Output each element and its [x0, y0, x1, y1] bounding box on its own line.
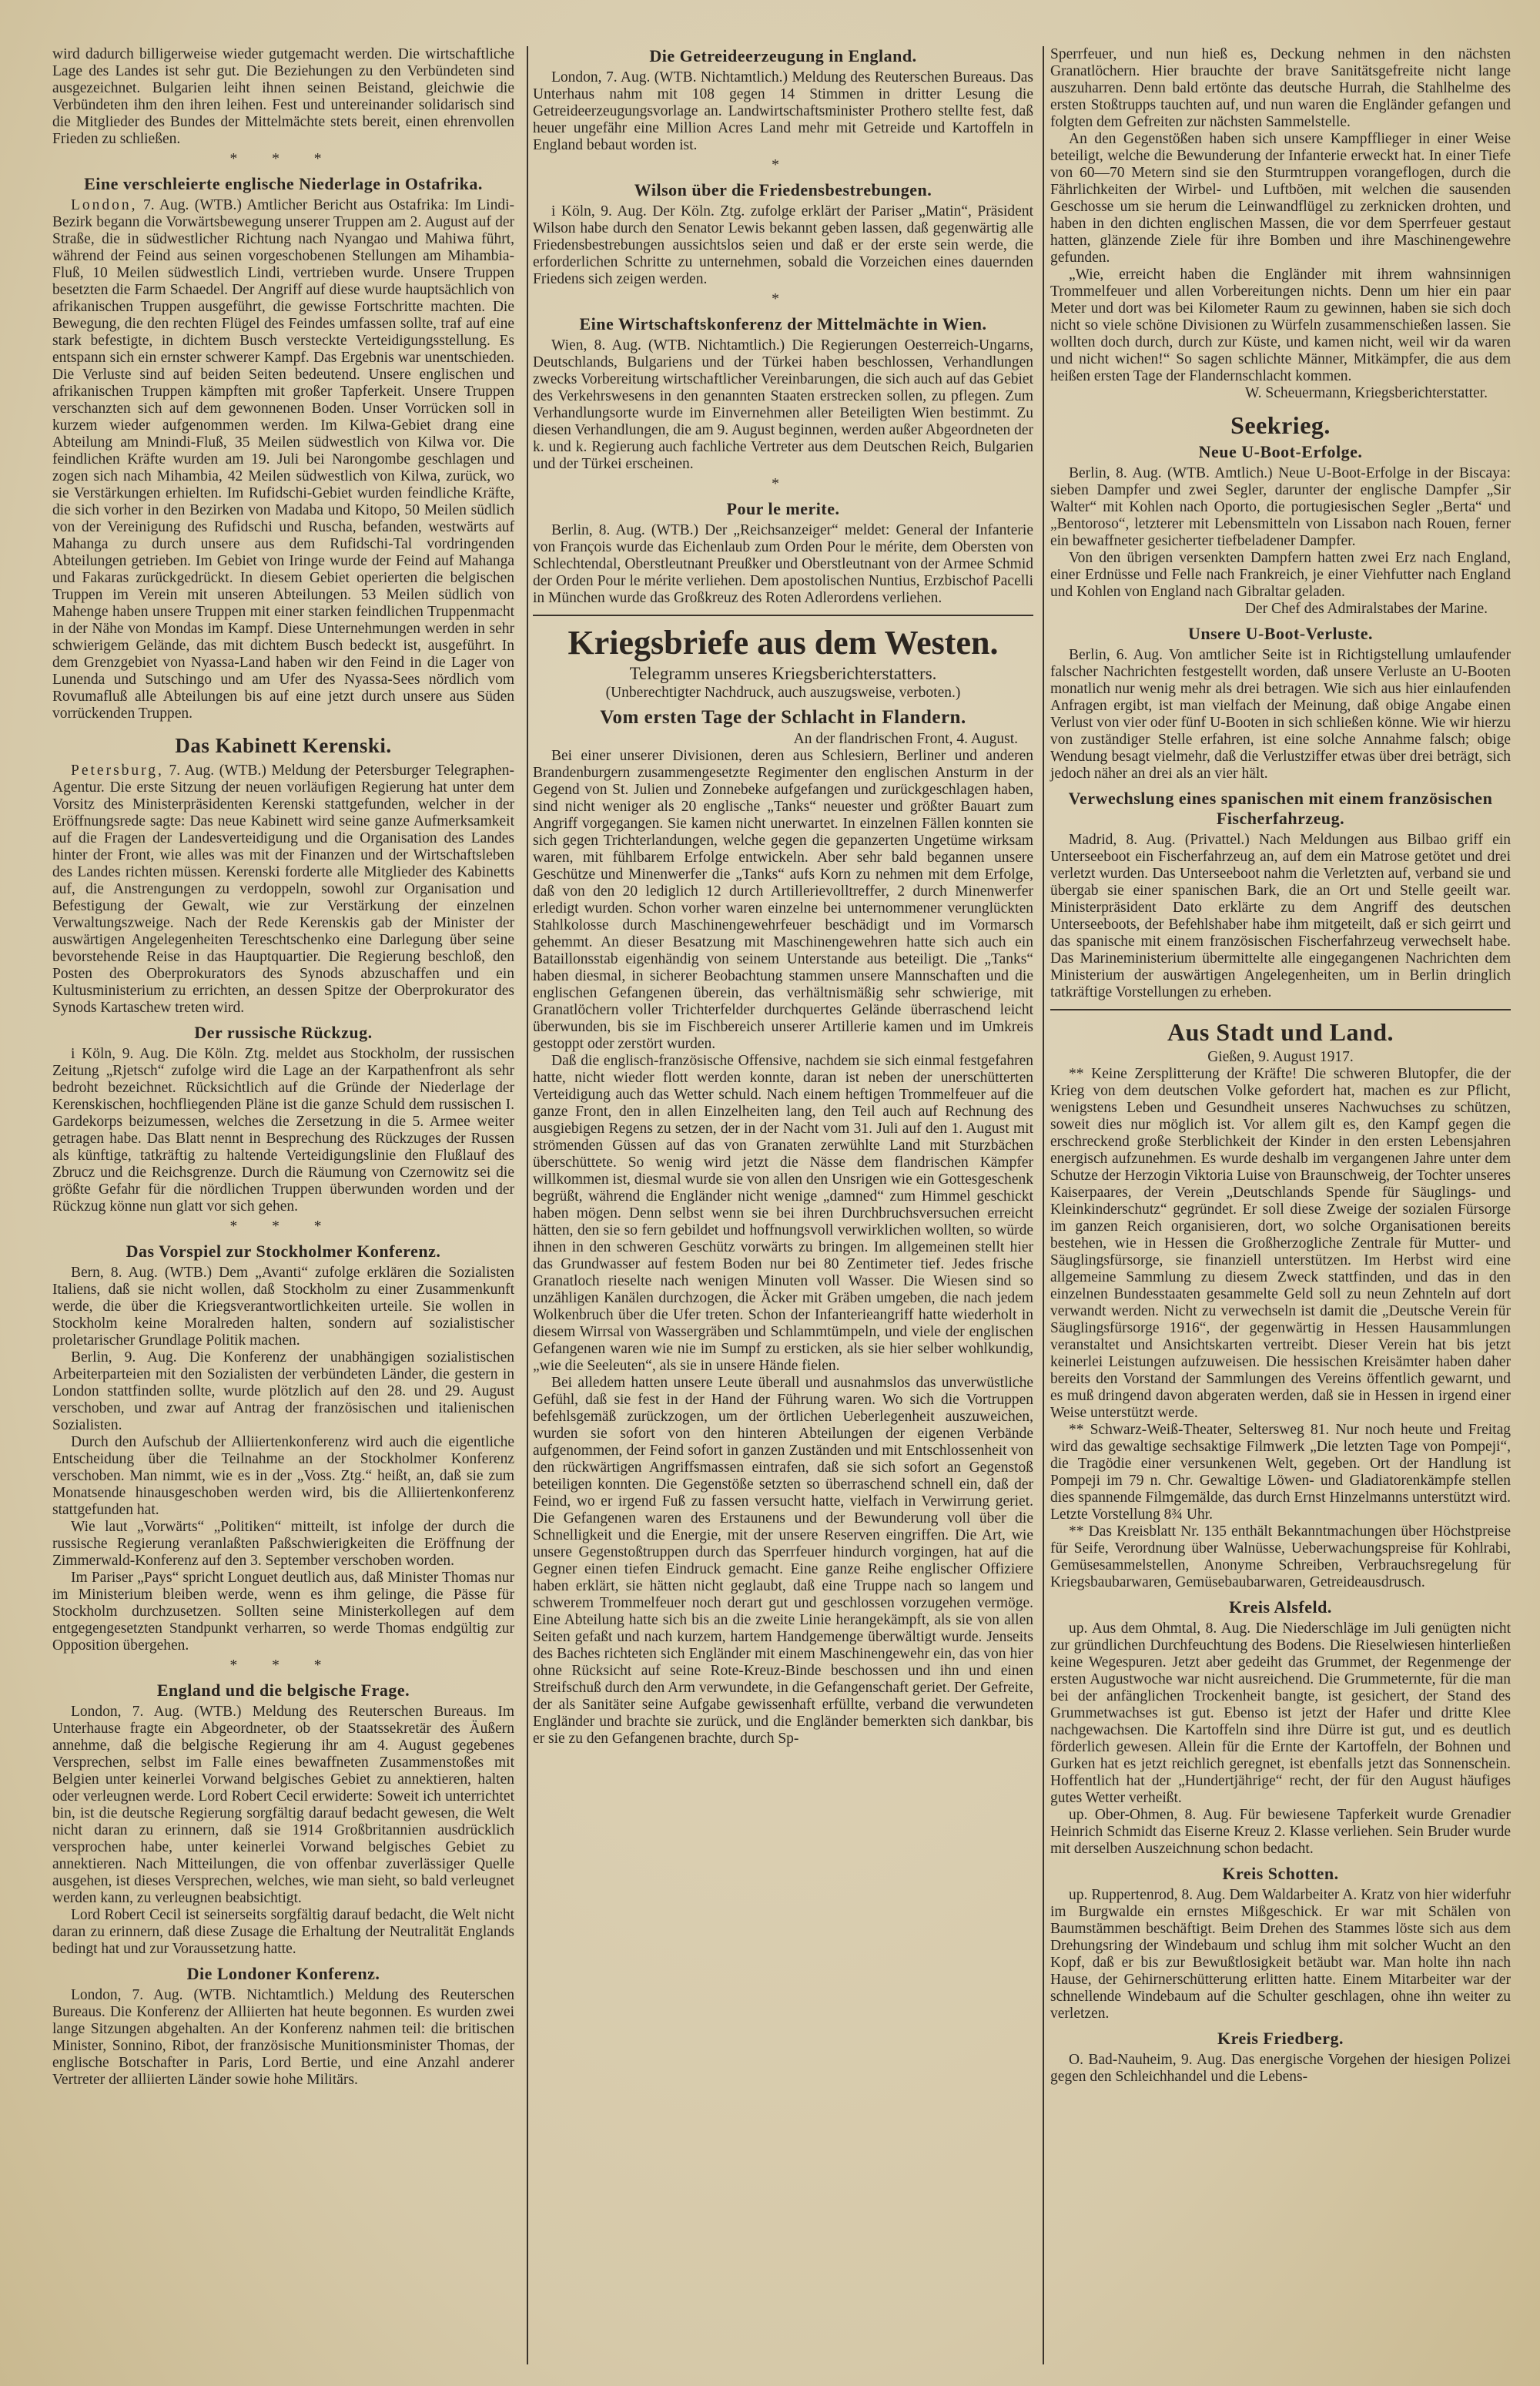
column-right [1050, 46, 1511, 2086]
article-body: London, 7. Aug. (WTB.) Amtlicher Bericht aus Ostafrika: Im Lindi-Bezirk begann die Vorwärtsbewegung unserer Truppen am 2. August auf der Straße, die in südwestlicher Richtung nach Nyangao und Mahiwa führt, während der Feind aus seinen vorgeschobenen Stellungen am Mihambia-Fluß, 10 Meilen südwestlich Lindi, vertrieben wurde. Unsere Truppen besetzten die Farm Schaedel. Der Angriff auf diese wurde hauptsächlich von afrikanischen Truppen ausgeführt, die gewisse Fortschritte machten. Die Bewegung, die den rechten Flügel des Feindes umfassen sollte, traf auf eine stark befestigte, in dichtem Busch versteckte Verteidigungsstellung. Es entspann sich ein ernster schwerer Kampf. Das Ergebnis war unentschieden. Die Verluste sind auf beiden Seiten bedeutend. Unsere englischen und afrikanischen Truppen kämpften mit großer Tapferkeit. Unsere Truppen verschanzten sich auf dem gewonnenen Boden. Unser Vorrücken soll in kurzem wieder aufgenommen werden. Im Kilwa-Gebiet drang eine Abteilung am Mnindi-Fluß, 35 Meilen südwestlich von Kilwa vor. Die feindlichen Kräfte wurden am 19. Juli bei Narongombe geschlagen und zogen sich nach Mihambia, 42 Meilen südwestlich von Kilwa, zurück, wo sie Verstärkungen erhielten. Im Rufidschi-Gebiet wurden feindliche Kräfte, die sich vorher in den Bezirken von Madaba und Kitopo, 50 Meilen südlich von der Vereinigung des Rufidschi und Ruscha, befanden, westwärts auf Mahanga zu durch unsere aus dem Rufidschi-Tal vordringenden Abteilungen getrieben. Im Gebiet von Iringe wurde der Feind auf Mahanga und Fakaras zurückgedrückt. In diesem Gebiet operierten die belgischen Truppen im Verein mit unseren Abteilungen. 53 Meilen südlich von Mahenge haben unsere Truppen mit einer starken feindlichen Truppenmacht in der Nähe von Mondas im Kampf. Diese Unternehmungen werden in sehr schwierigem Gelände, das mit dichtem Busch bedeckt ist, ausgeführt. In dem Grenzgebiet von Nyassa-Land haben wir den Feind in die Lager von Lunenda und Sutschingo und am Ufer des Nyassa-Sees nördlich vom Rovumafluß alle Abteilungen bis auf eine jetzt durch unsere aus Süden vorrückenden Truppen. [52, 197, 514, 722]
headline-wirtschaftskonferenz: Eine Wirtschaftskonferenz der Mittelmächte in Wien. [579, 314, 987, 333]
headline-u-boot-verluste: Unsere U-Boot-Verluste. [1187, 624, 1374, 643]
column-rule [1043, 46, 1044, 2364]
headline-kreis-alsfeld: Kreis Alsfeld. [1229, 1597, 1332, 1617]
article-body: i Köln, 9. Aug. Die Köln. Ztg. meldet aus Stockholm, der russischen Zeitung „Rjetsch“ zufolge wird die Lage an der Karpathenfront als sehr bedroht bezeichnet. Rücksichtlich auf die Gründe der Niederlage der Kerenskischen, hochfliegenden Pläne ist die ganze Schuld dem russischen I. Gardekorps beizumessen, welches die Zersetzung in die 5. Armee weiter getragen habe. Das Blatt nennt in Besprechung des Rückzuges der Russen als künftige, tatkräftig zu haltende Verteidigungslinie den Flußlauf des Zbrucz und die Reichsgrenze. Durch die Räumung von Czernowitz sei die größte Gefahr für die nördlichen Truppen überwunden worden und der Rückzug könne nun glatt vor sich gehen. [52, 1046, 514, 1215]
column-middle [533, 46, 1033, 1748]
article-body: Durch den Aufschub der Alliiertenkonferenz wird auch die eigentliche Entscheidung über die Teilnahme an der Stockholmer Konferenz verschoben. Man nimmt, wie es in der „Voss. Ztg.“ heißt, an, daß sie zum Monatsende hinausgeschoben werden wird, bis die Alliiertenkonferenz stattgefunden hat. [52, 1434, 514, 1518]
article-continuation: wird dadurch billigerweise wieder gutgemacht werden. Die wirtschaftliche Lage des Landes ist sehr gut. Die Beziehungen zu den Verbündeten sind ausgezeichnet. Bulgarien leiht ihnen seinen Beistand, gleichwie die Verbündeten ihm den ihren leihen. Fest und untereinander solidarisch sind die Mitglieder des Bundes der Mittelmächte stets bereit, einen ehrenvollen Frieden zu schließen. [52, 46, 514, 147]
column-left [52, 46, 514, 2089]
article-body: Lord Robert Cecil ist seinerseits sorgfältig darauf bedacht, die Welt nicht daran zu erinnern, daß diese Zusage die Erhaltung der Neutralität Englands bedingt hat und zur Voraussetzung hatte. [52, 1907, 514, 1957]
article-body: London, 7. Aug. (WTB. Nichtamtlich.) Meldung des Reuterschen Bureaus. Das Unterhaus nahm mit 108 gegen 14 Stimmen in dritter Lesung die Getreideerzeugungsvorlage an. Landwirtschaftsminister Prothero stellte fest, daß heuer ungefähr eine Million Acres Land mehr mit Getreide und Kartoffeln in England bebaut worden ist. [533, 69, 1033, 153]
separator-star: * [772, 291, 795, 307]
headline-pour-le-merite: Pour le merite. [726, 499, 840, 518]
article-body: Bei einer unserer Divisionen, deren aus Schlesiern, Berliner und anderen Brandenburgern zusammengesetzte Regimenter den englischen Ansturm in der Gegend von St. Julien und Zonnebeke aufgefangen und zurückgeschlagen haben, sind nicht weniger als 20 englische „Tanks“ neuester und größter Bauart zum Angriff vorgegangen. Sie kamen nicht unerwartet. In einzelnen Fällen konnten sie sich gegen Trichterlandungen, welche gegen die gepanzerten Ungetüme wirksam waren, mit fühlbarem Erfolge entwickeln. Aber sehr bald begannen unsere Geschütze und Minenwerfer die „Tanks“ aufs Korn zu nehmen mit dem Erfolge, daß von den 20 lediglich 12 durch Artillerievolltreffer, 2 durch Minenwerfer erledigt wurden. Schon vorher waren einzelne bei unternommener verunglückten Stahlkolosse durch Maschinengewehrfeuer beschädigt und im Vormarsch gehemmt. An dieser Besatzung mit Maschinengewehren hatte sich auch ein Bataillonsstab eigenhändig von seinem Unterstande aus beteiligt. Die „Tanks“ haben diesmal, in sicherer Beobachtung stammen unsere Mannschaften und die englischen Gefangenen überein, das verhältnismäßig sehr schwierige, mit Granatlöchern voller Trichterfelder durchquertes Gelände überraschend leicht überwunden, bis sie im Fischbereich unserer Artillerie kamen und im Umkreis gestoppt oder zerstört wurden. [533, 748, 1033, 1052]
subheadline: Telegramm unseres Kriegsberichterstatters. [629, 664, 937, 683]
article-body: up. Aus dem Ohmtal, 8. Aug. Die Niederschläge im Juli genügten nicht zur gründlichen Durchfeuchtung des Bodens. Die Rieselwiesen hinterließen keine Wegespuren. Jetzt aber gedeiht das Grummet, der Regenmenge der ersten Augustwoche war nicht ausreichend. Die Grummeternte, für die man bei der anfänglichen Trockenheit bangte, ist gesichert, der Stand des Grummetwachses ist gut. Ebenso ist jetzt der Hafer und dritte Klee nachgewachsen. Die Kartoffeln sind ihre Dürre ist gut, und es deutlich förderlich gewesen. Allein für die Ernte der Kartoffeln, der Bohnen und Gurken hat es jetzt reichlich geregnet, ist ebenfalls jetzt das Sonnenschein. Hoffentlich hat der „Hundertjährige“ recht, der für den August häufiges gutes Wetter verheißt. [1050, 1620, 1511, 1806]
article-body: Wie laut „Vorwärts“ „Politiken“ mitteilt, ist infolge der durch die russische Regierung veranlaßten Paßschwierigkeiten die Eröffnung der Zimmerwald-Konferenz auf den 3. September verschoben worden. [52, 1519, 514, 1569]
headline-getreide: Die Getreideerzeugung in England. [649, 46, 917, 65]
article-body: „Wie, erreicht haben die Engländer mit ihrem wahnsinnigen Trommelfeuer und allen Vorbereitungen nichts. Denn um hier ein paar Meter und dort was bei Kilometer Raum zu gewinnen, haben sie sich doch nicht so viele schöne Divisionen zu Würfeln zusammenschießen lassen. Sie wollten doch durch, durch zur Küste, und kamen nicht, weil wir da waren und nicht wichen!“ So sagen schlichte Männer, Mitkämpfer, die aus dem heißen ersten Tage der Flandernschlacht kommen. [1050, 266, 1511, 384]
article-body: up. Ruppertenrod, 8. Aug. Dem Waldarbeiter A. Kratz von hier widerfuhr im Burgwalde ein ernstes Mißgeschick. Er war mit Schälen von Baumstämmen beschäftigt. Beim Drehen des Stammes löste sich aus dem Drehungsring der Windebaum und schlug ihm mit solcher Wucht an den Kopf, daß er bis zur Bewußtlosigkeit betäubt war. Man holte ihn nach Hause, der Gehirnerschütterung erlitten hatte. Einem Mitarbeiter war der schnellende Windebaum auf die Schulter geschlagen, ohne ihn weiter zu verletzen. [1050, 1887, 1511, 2022]
separator-stars: * * * [229, 151, 337, 167]
separator-star: * [772, 476, 795, 492]
article-body: London, 7. Aug. (WTB.) Meldung des Reuterschen Bureaus. Im Unterhause fragte ein Abgeordneter, ob der Staatssekretär des Äußern annehme, daß die belgische Regierung ihr am 4. August gegebenes Versprechen, selbst im Falle eines bewaffneten Zusammenstoßes mit Belgien unter keinerlei Vorwand belgisches Gebiet zu annektieren, halten oder verleugnen werde. Lord Robert Cecil erwiderte: Soweit ich unterrichtet bin, ist die deutsche Regierung sorgfältig darauf bedacht gewesen, die Welt nicht daran zu erinnern, daß sie 1914 Großbritannien ausdrücklich versprochen habe, unter keinerlei Vorwand belgisches Gebiet zu annektieren. Nach Mitteilungen, die von offenbar zuverlässiger Quelle ausgehen, ist dieses Versprechen, welches, wie man sieht, so bald verleugnet werden kann, zu verleugnen beabsichtigt. [52, 1704, 514, 1906]
separator-stars: * * * [229, 1218, 337, 1235]
article-body: ** Schwarz-Weiß-Theater, Seltersweg 81. Nur noch heute und Freitag wird das gewaltige sechsaktige Filmwerk „Die letzten Tage von Pompeji“, die Tragödie einer versunkenen Welt, gegeben. Ort der Handlung ist Pompeji im 79 n. Chr. Gewaltige Löwen- und Gladiatorenkämpfe stellen dies spannende Filmgemälde, das durch Ernst Hinzelmanns unterstützt wird. Letzte Vorstellung 8¾ Uhr. [1050, 1422, 1511, 1523]
article-body: up. Ober-Ohmen, 8. Aug. Für bewiesene Tapferkeit wurde Grenadier Heinrich Schmidt das Eiserne Kreuz 2. Klasse verliehen. Sein Bruder wurde mit derselben Auszeichnung schon bedacht. [1050, 1807, 1511, 1857]
headline-belgien: England und die belgische Frage. [156, 1681, 410, 1700]
headline-kreis-friedberg: Kreis Friedberg. [1217, 2029, 1344, 2048]
headline-kerenski: Das Kabinett Kerenski. [175, 734, 392, 757]
article-body: ** Keine Zersplitterung der Kräfte! Die schweren Blutopfer, die der Krieg von dem deutschen Volke gefordert hat, machen es zur Pflicht, wenigstens Leben und Gesundheit unseres Nachwuchses zu schützen, soweit dies nur möglich ist. Vor allem gilt es, den Kampf gegen die erschreckend große Sterblichkeit der Kinder in den ersten Lebensjahren energisch aufzunehmen. Es wurde deshalb im vergangenen Jahre unter dem Schutze der Herzogin Viktoria Luise von Braunschweig, der Tochter unseres Kaiserpaares, der Verein „Deutschlands Spende für Säuglings- und Kleinkinderschutz“ gegründet. Er soll diese Zweige der sozialen Fürsorge im ganzen Reich organisieren, dort, wo solche Organisationen bereits bestehen, wie in Hessen die Großherzogliche Zentrale für Mutter- und Säuglingsfürsorge, sie finanziell unterstützen. Im Herbst wird eine allgemeine Sammlung zu diesem Zweck stattfinden, und das in den einzelnen Bundesstaaten gesammelte Geld soll zu neun Zehnteln auf dort verwandt werden. Nicht zu verwechseln ist damit die „Deutsche Verein für Säuglingsfürsorge 1916“, der gegenwärtig in Hessen Hausammlungen veranstaltet und Ansichtskarten vertreibt. Dieser Verein hat bis jetzt keinerlei Leistungen aufzuweisen. Die hessischen Kreisämter haben daher bereits den Vorstand der Sammlungen des Vereins öffentlich gewarnt, und es muß dringend davon abgeraten werden, daß sie in Hessen in irgend einer Weise unterstützt werde. [1050, 1066, 1511, 1421]
headline-rueckzug: Der russische Rückzug. [194, 1023, 373, 1042]
article-body: ** Das Kreisblatt Nr. 135 enthält Bekanntmachungen über Höchstpreise für Seife, Verordnung über Walnüsse, Ueberwachungspreise für Kohlrabi, Gemüsesammelstellen, Anonyme Schreiben, Verbrauchsregelung für Kriegsbaubarwaren, Gemüsebaubarwaren, Getreideausdrusch. [1050, 1523, 1511, 1590]
article-body: London, 7. Aug. (WTB. Nichtamtlich.) Meldung des Reuterschen Bureaus. Die Konferenz der Alliierten hat heute begonnen. Es wurden zwei lange Sitzungen abgehalten. An der Konferenz nahmen teil: die britischen Minister, Sonnino, Ribot, der französische Munitionsminister Thomas, der englische Botschafter in Paris, Lord Bertie, und eine Anzahl anderer Vertreter der alliierten Länder sowie hohe Militärs. [52, 1987, 514, 2088]
dateline: Gießen, 9. August 1917. [1207, 1049, 1354, 1065]
article-body: Bern, 8. Aug. (WTB.) Dem „Avanti“ zufolge erklären die Sozialisten Italiens, daß sie nicht wollen, daß Stockholm zu einer Zusammenkunft werde, die über die Kriegsverantwortlichkeiten urteile. Sie wollen in Stockholm keine Moralreden halten, sondern auf sozialistischer proletarischer Grundlage Politik machen. [52, 1265, 514, 1349]
article-body: Im Pariser „Pays“ spricht Longuet deutlich aus, daß Minister Thomas nur im Ministerium bleiben werde, wenn es ihm gelinge, die Pässe für Stockholm durchzusetzen. Sollten seine Ministerkollegen auf dem entgegengesetzten Standpunkt verharren, so werde Thomas endgültig zur Opposition übergehen. [52, 1570, 514, 1654]
headline-flandern: Vom ersten Tage der Schlacht in Flandern. [600, 707, 966, 728]
headline-ostafrika: Eine verschleierte englische Niederlage in Ostafrika. [84, 174, 483, 193]
reprint-note: (Unberechtigter Nachdruck, auch auszugsweise, verboten.) [605, 685, 961, 701]
divider [1050, 1009, 1511, 1010]
article-continuation: Sperrfeuer, und nun hieß es, Deckung nehmen in den nächsten Granatlöchern. Hier brauchte der brave Sanitätsgefreite nicht lange auszuharren. Denn bald ertönte das deutsche Hurrah, die Stahlhelme des ersten Stoßtrupps tauchten auf, und nun waren die Engländer gefangen und folgten dem Gefreiten zur nächsten Sammelstelle. [1050, 46, 1511, 130]
article-body: An den Gegenstößen haben sich unsere Kampfflieger in einer Weise beteiligt, welche die Bewunderung der Infanterie erweckt hat. In einer Tiefe von 60—70 Metern sind sie den Sturmtruppen vorangeflogen, durch die Fährlichkeiten der Wirbel- und Luftböen, mit welchen die sausenden Geschosse um sie herum die Leinwandflügel zu zerknicken drohten, und haben in den dichten englischen Massen, die vor dem Sperrfeuer gestaut hatten, glänzende Ziele für ihre Bomben und ihre Maschinengewehre gefunden. [1050, 131, 1511, 266]
headline-seekrieg: Seekrieg. [1230, 411, 1331, 439]
article-body: Daß die englisch-französische Offensive, nachdem sie sich einmal festgefahren hatte, nicht wieder flott werden konnte, daran ist neben der unerschütterten Verteidigung auch das Wetter schuld. Nach einem heftigen Trommelfeuer auf die ganze Front, den in allen Einzelheiten lang, den Teil auch auf Rechnung des ausgiebigen Regens zu setzen, der in der Nacht vom 31. Juli auf den 1. August mit strömenden Güssen auf das von Granaten zerwühlte Land mit Sturzbächen überschüttete. So wenig wird jetzt die Nässe dem flandrischen Kämpfer willkommen ist, diesmal wurde sie von allen den Unsrigen wie ein Gottesgeschenk begrüßt, während die Engländer nicht wenige „damned“ zum Himmel geschickt haben mögen. Denn selbst wenn sie bei ihren Durchbruchsversuchen erreicht hätten, den sie so fern gebildet und hoffnungsvoll verwirklichen wollten, so würde ihnen in den schweren Geschütz vorwärts zu bringen. Im allgemeinen stellt hier das Grundwasser auf festem Boden nur bei 80 Zentimeter tief. Jedes frische Granatloch rieselte nach wenigen Minuten voll Wasser. Die Wiesen sind so unzähligen Kanälen durchzogen, die Äcker mit Gräben umgeben, die nach jedem Wolkenbruch über die Ufer treten. Schon der Infanterieangriff hatte wiederholt in diesem Wirrsal von Wassergräben und Schlammtümpeln, und viele der englischen Gefangenen waren wie nie im Sumpf zu ersticken, als sie hier selber wohlkundig, „wie die Seeleuten“, als sie in unsere Hände fielen. [533, 1053, 1033, 1374]
headline-wilson: Wilson über die Friedensbestrebungen. [634, 180, 932, 199]
headline-londoner-konferenz: Die Londoner Konferenz. [186, 1964, 380, 1983]
signature: W. Scheuermann, Kriegsberichterstatter. [1245, 385, 1488, 401]
article-body: Berlin, 9. Aug. Die Konferenz der unabhängigen sozialistischen Arbeiterparteien mit den Sozialisten der verbündeten Länder, die gestern in London stattfinden sollte, wurde plötzlich auf den 28. und 29. August verschoben, und zwar auf Antrag der französischen und italienischen Sozialisten. [52, 1349, 514, 1433]
separator-star: * [772, 157, 795, 173]
headline-kreis-schotten: Kreis Schotten. [1222, 1864, 1339, 1883]
column-rule [527, 46, 528, 2364]
article-body: Petersburg, 7. Aug. (WTB.) Meldung der Petersburger Telegraphen-Agentur. Die erste Sitzung der neuen vorläufigen Regierung hat unter dem Vorsitz des Ministerpräsidenten Kerenski stattgefunden, welcher in der Eröffnungsrede sagte: Das neue Kabinett wird seine ganze Aufmerksamkeit auf die Fragen der Landesverteidigung und die Organisation des Landes hinter der Front, wie alles was mit der Finanzen und der Wirtschaftsleben des Landes richten müssen. Kerenski forderte alle Mitglieder des Kabinetts auf, die Anstrengungen zu verdoppeln, sowohl zur Organisation und Befestigung der Gewalt, wie zur Verstärkung der einzelnen Verwaltungszweige. Nach der Rede Kerenskis gab der Minister der auswärtigen Angelegenheiten Tereschtschenko eine Darlegung über seine bevorstehende Reise in das Hauptquartier. Die Regierung beschloß, den Posten des Oberprokurators des Synods abzuschaffen und ein Kultusministerium zu errichten, an dessen Spitze der Oberprokurator des Synods Kartaschew treten wird. [52, 762, 514, 1016]
article-body: Von den übrigen versenkten Dampfern hatten zwei Erz nach England, einer Erdnüsse und Felle nach Frankreich, je einer Viehfutter nach England und Kohlen von England nach Gibraltar geladen. [1050, 550, 1511, 600]
article-body: Berlin, 8. Aug. (WTB. Amtlich.) Neue U-Boot-Erfolge in der Biscaya: sieben Dampfer und zwei Segler, darunter der englische Dampfer „Sir Walter“ mit Kohlen nach Oporto, die portugiesischen Segler „Berta“ und „Bentoroso“, letzterer mit Lebensmitteln von Lissabon nach Rouen, ferner ein bewaffneter gesicherter tiefbeladener Dampfer. [1050, 465, 1511, 549]
dateline: An der flandrischen Front, 4. August. [793, 731, 1018, 747]
headline-u-boot-erfolge: Neue U-Boot-Erfolge. [1198, 442, 1363, 461]
headline-verwechslung: Verwechslung eines spanischen mit einem französischen Fischerfahrzeug. [1068, 789, 1493, 828]
article-body: O. Bad-Nauheim, 9. Aug. Das energische Vorgehen der hiesigen Polizei gegen den Schleichhandel und die Lebens- [1050, 2052, 1511, 2085]
headline-stockholm: Das Vorspiel zur Stockholmer Konferenz. [126, 1242, 441, 1261]
headline-kriegsbriefe: Kriegsbriefe aus dem Westen. [567, 624, 999, 662]
article-body: Berlin, 6. Aug. Von amtlicher Seite ist in Richtigstellung umlaufender falscher Nachrichten festgestellt worden, daß unsere Verluste an U-Booten monatlich nur wenig mehr als drei betragen. Wie sich aus hier einlaufenden Anfragen ergibt, ist man vielfach der Meinung, daß obige Angabe einen Verlust von vier oder fünf U-Booten in sich schließen könne. Wie wir hierzu von zuständiger Stelle erfahren, ist eine solche Annahme falsch; obige Wendung besagt vielmehr, daß die Verlustziffer etwas über drei beträgt, sich jedoch näher an drei als an vier hält. [1050, 647, 1511, 782]
divider [533, 615, 1033, 616]
article-body: i Köln, 9. Aug. Der Köln. Ztg. zufolge erklärt der Pariser „Matin“, Präsident Wilson habe durch den Senator Lewis bekannt geben lassen, daß gegenwärtig alle Friedensbestrebungen aussichtslos seien und daß er der erste sein werde, die erforderlichen Schritte zu unternehmen, sobald die Vorzeichen eines dauernden Friedens sich zeigen werden. [533, 203, 1033, 287]
separator-stars: * * * [229, 1657, 337, 1674]
article-body: Madrid, 8. Aug. (Privattel.) Nach Meldungen aus Bilbao griff ein Unterseeboot ein Fischerfahrzeug an, auf dem ein Matrose getötet und drei verletzt wurden. Das Unterseeboot nahm die Verletzten auf, verband sie und übergab sie einer spanischen Bark, die an Ort und Stelle geeilt war. Ministerpräsident Dato erklärte zu dem Angriff des deutschen Unterseeboots, der Befehlshaber habe ihm mitgeteilt, daß er sich geirrt und das spanische mit einem französischen Fischerfahrzeug verwechselt habe. Das Marineministerium übermittelte alle eingegangenen Nachrichten dem Ministerium der auswärtigen Angelegenheiten, um in Berlin dringlich tatkräftige Vorstellungen zu erheben. [1050, 832, 1511, 1000]
article-body: Berlin, 8. Aug. (WTB.) Der „Reichsanzeiger“ meldet: General der Infanterie von François wurde das Eichenlaub zum Orden Pour le mérite, dem Obersten von Schlechtendal, Oberstleutnant Preußker und Oberstleutnant von der Armee Schmid der Orden Pour le mérite verliehen. Dem apostolischen Nuntius, Erzbischof Pacelli in München wurde das Großkreuz des Roten Adlerordens verliehen. [533, 522, 1033, 606]
article-body: Wien, 8. Aug. (WTB. Nichtamtlich.) Die Regierungen Oesterreich-Ungarns, Deutschlands, Bulgariens und der Türkei haben beschlossen, Verhandlungen zwecks Vorbereitung wirtschaftlicher Vereinbarungen, die sich auch auf das Gebiet des Verkehrswesens in den genannten Staaten erstrecken sollen, zu pflegen. Zum Verhandlungsorte wurde im Einvernehmen aller Beteiligten Wien bestimmt. Zu diesen Verhandlungen, die am 9. August beginnen, werden außer Abgeordneten der k. und k. Regierung auch fachliche Vertreter aus dem Deutschen Reich, Bulgarien und der Türkei erscheinen. [533, 337, 1033, 472]
headline-stadt-und-land: Aus Stadt und Land. [1167, 1018, 1394, 1046]
signature: Der Chef des Admiralstabes der Marine. [1244, 601, 1488, 617]
article-body: Bei alledem hatten unsere Leute überall und ausnahmslos das unverwüstliche Gefühl, daß sie fest in der Hand der Führung waren. Wo sich die Vortruppen befehlsgemäß zurückzogen, um der örtlichen Ueberlegenheit auszuweichen, wurden sie sofort von den hinteren Abteilungen der eigenen Verbände aufgenommen, der Feind sofort in ganzen Zuständen und mit Entschlossenheit von den rückwärtigen Angriffsmassen eintrafen, daß sie sich sofort an Gegenstoß beteiligen konnten. Die Gegenstöße setzten so überraschend schnell ein, daß der Feind, wo er irgend Fuß zu fassen versucht hatte, vielfach in Verwirrung geriet. Die Gefangenen waren des Erstaunens und der Bewunderung voll über die Schnelligkeit und die Energie, mit der unsere Reserven eingriffen. Die Art, wie unsere Gegenstoßtruppen durch das Sperrfeuer hindurch vorgingen, hat auf die Gegner einen tiefen Eindruck gemacht. Eine ganze Reihe englischer Offiziere haben erklärt, sie hätten nicht geglaubt, daß eine Truppe nach so langem und schwerem Trommelfeuer noch derart gut und geschlossen vorzugehen vermöge. Eine Abteilung hatte sich bis an die zweite Linie herangekämpft, als sie von allen Seiten gefaßt und nach kurzem, hartem Handgemenge überwältigt wurde. Jenseits des Baches richteten sich Engländer mit einem Maschinengewehr ein, das von hier ohne Rücksicht auf seine Rote-Kreuz-Binde beschossen und ihn und einen Streifschuß durch den Arm verwundete, in die Gefangenschaft geriet. Der Gefreite, der als Sanitäter seine Aufgabe gewissenhaft erfüllte, verband die verwundeten Engländer und brachte sie zurück, und die Engländer bemerkten sich dankbar, bis er sie zu den Gefangenen brachte, durch Sp- [533, 1375, 1033, 1747]
